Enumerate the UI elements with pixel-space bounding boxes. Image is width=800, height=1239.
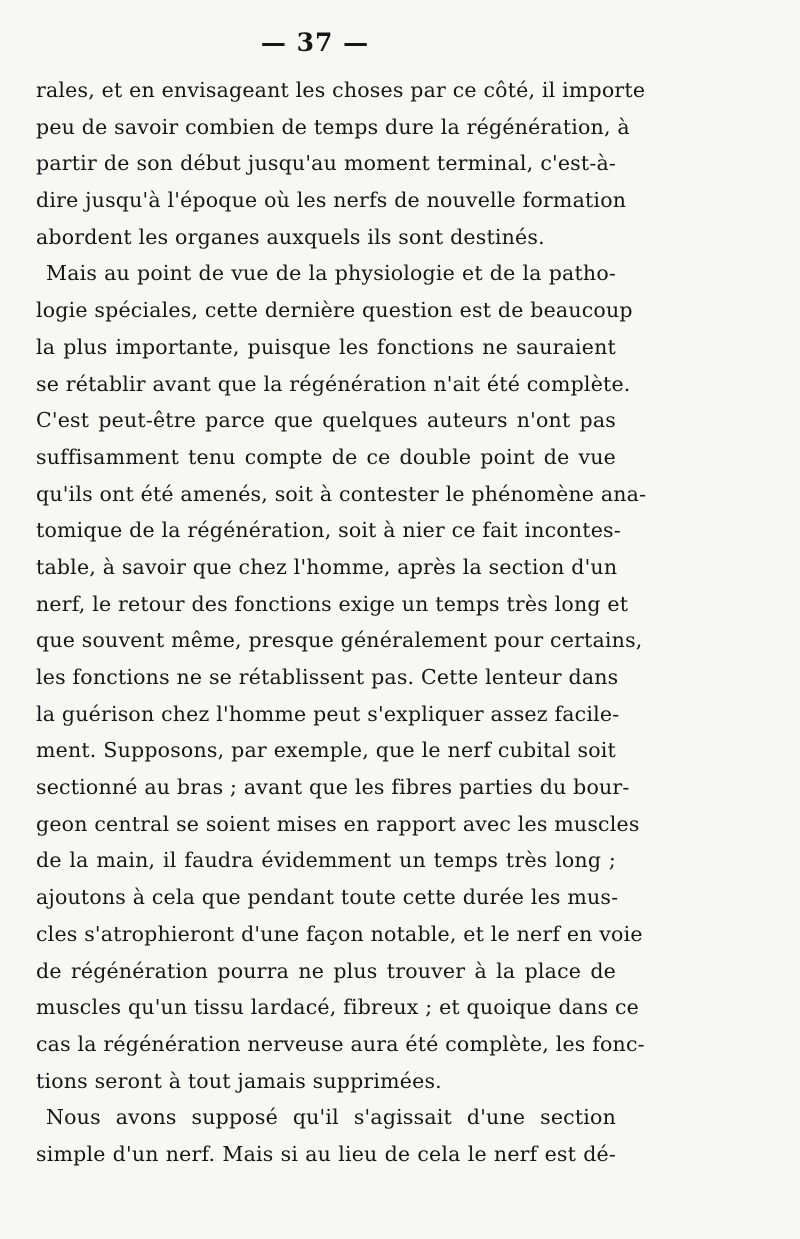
text-line: table, à savoir que chez l'homme, après la section d'un [36,554,618,579]
text-line: muscles qu'un tissu lardacé, fibreux ; et quoique dans ce [36,995,639,1020]
text-line: la plus importante, puisque les fonctions ne sauraient [36,334,616,359]
text-line: peu de savoir combien de temps dure la régénération, à [36,114,630,139]
text-line: de régénération pourra ne plus trouver à la place de [36,958,616,983]
text-line: dire jusqu'à l'époque où les nerfs de nouvelle formation [36,188,627,213]
text-line: cles s'atrophieront d'une façon notable, et le nerf en voie [36,921,643,946]
text-line: partir de son début jusqu'au moment terminal, c'est-à- [36,151,616,176]
text-line: se rétablir avant que la régénération n'ait été complète. [36,371,631,396]
text-line: de la main, il faudra évidemment un temps très long ; [36,848,616,873]
text-line: Mais au point de vue de la physiologie et de la patho- [46,261,616,286]
text-line: sectionné au bras ; avant que les fibres parties du bour- [36,775,630,800]
page-number: — 37 — [260,28,370,57]
body-text [36,72,647,1173]
text-line: cas la régénération nerveuse aura été complète, les fonc- [36,1031,645,1056]
text-line: simple d'un nerf. Mais si au lieu de cela le nerf est dé- [36,1141,616,1166]
text-line: les fonctions ne se rétablissent pas. Cette lenteur dans [36,665,619,689]
text-line: C'est peut-être parce que quelques auteurs n'ont pas [36,408,616,433]
text-line: la guérison chez l'homme peut s'expliquer assez facile- [36,701,620,726]
text-line: nerf, le retour des fonctions exige un temps très long et [36,591,629,616]
text-line: geon central se soient mises en rapport avec les muscles [36,811,640,836]
text-line: qu'ils ont été amenés, soit à contester le phénomène ana- [36,481,647,506]
text-line: que souvent même, presque généralement pour certains, [36,628,643,653]
text-line: Nous avons supposé qu'il s'agissait d'une section [46,1105,616,1130]
text-line: tomique de la régénération, soit à nier ce fait incontes- [36,518,621,543]
text-line: suffisamment tenu compte de ce double point de vue [36,444,616,469]
text-line: ajoutons à cela que pendant toute cette durée les mus- [36,885,619,910]
text-line: ment. Supposons, par exemple, que le nerf cubital soit [36,738,616,763]
text-line: logie spéciales, cette dernière question est de beaucoup [36,298,633,323]
text-line: abordent les organes auxquels ils sont destinés. [36,224,545,249]
text-line: tions seront à tout jamais supprimées. [36,1068,442,1093]
text-line: rales, et en envisageant les choses par ce côté, il importe [36,78,646,102]
